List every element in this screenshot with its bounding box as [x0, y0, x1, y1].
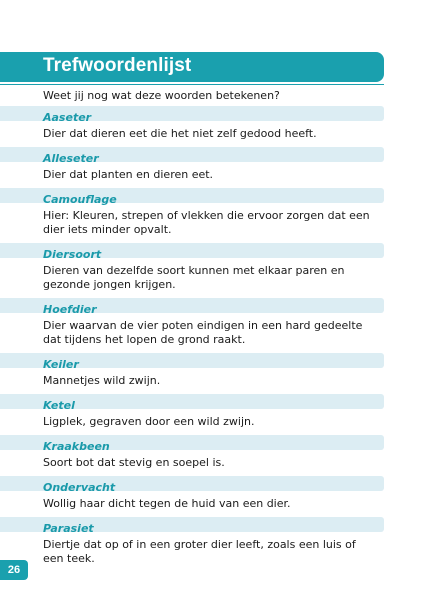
glossary-entry-kraakbeen [0, 435, 384, 476]
definition: Diertje dat op of in een groter dier leeft, zoals een luis of een teek. [43, 538, 356, 565]
term: Camouflage [43, 193, 117, 206]
term: Hoefdier [43, 303, 97, 316]
glossary-entry-aaseter [0, 106, 384, 147]
definition: Dieren van dezelfde soort kunnen met elkaar paren en gezonde jongen krijgen. [43, 264, 345, 291]
glossary-entry-camouflage [0, 188, 384, 243]
glossary-entry-parasiet [0, 517, 384, 572]
term-bar [0, 106, 384, 124]
glossary-entry-ketel [0, 394, 384, 435]
glossary-list [0, 106, 384, 572]
glossary-entry-alleseter [0, 147, 384, 188]
glossary-entry-diersoort [0, 243, 384, 298]
term-bar [0, 394, 384, 412]
definition: Dier dat planten en dieren eet. [43, 168, 214, 181]
term-bar [0, 517, 384, 535]
header-bar [0, 52, 384, 82]
definition: Dier dat dieren eet die het niet zelf gedood heeft. [43, 127, 317, 140]
term-bar [0, 353, 384, 371]
header-divider [0, 84, 384, 85]
page-title: Trefwoordenlijst [43, 55, 192, 76]
definition: Hier: Kleuren, strepen of vlekken die ervoor zorgen dat een dier iets minder opvalt. [43, 209, 370, 236]
definition: Mannetjes wild zwijn. [43, 374, 161, 387]
definition: Dier waarvan de vier poten eindigen in een hard gedeelte dat tijdens het lopen de grond raakt. [43, 319, 363, 346]
page-number: 26 [0, 560, 28, 580]
term: Parasiet [43, 522, 94, 535]
term: Aaseter [43, 111, 92, 124]
definition: Soort bot dat stevig en soepel is. [43, 456, 225, 469]
glossary-entry-keiler [0, 353, 384, 394]
term: Diersoort [43, 248, 102, 261]
term: Ketel [43, 399, 75, 412]
term-bar [0, 435, 384, 453]
glossary-entry-ondervacht [0, 476, 384, 517]
term: Ondervacht [43, 481, 116, 494]
term-bar [0, 243, 384, 261]
term-bar [0, 476, 384, 494]
definition: Ligplek, gegraven door een wild zwijn. [43, 415, 255, 428]
term-bar [0, 298, 384, 316]
intro-text: Weet jij nog wat deze woorden betekenen? [43, 89, 280, 102]
definition: Wollig haar dicht tegen de huid van een dier. [43, 497, 291, 510]
term-bar [0, 147, 384, 165]
term-bar [0, 188, 384, 206]
term: Keiler [43, 358, 79, 371]
term: Kraakbeen [43, 440, 110, 453]
term: Alleseter [43, 152, 99, 165]
glossary-entry-hoefdier [0, 298, 384, 353]
